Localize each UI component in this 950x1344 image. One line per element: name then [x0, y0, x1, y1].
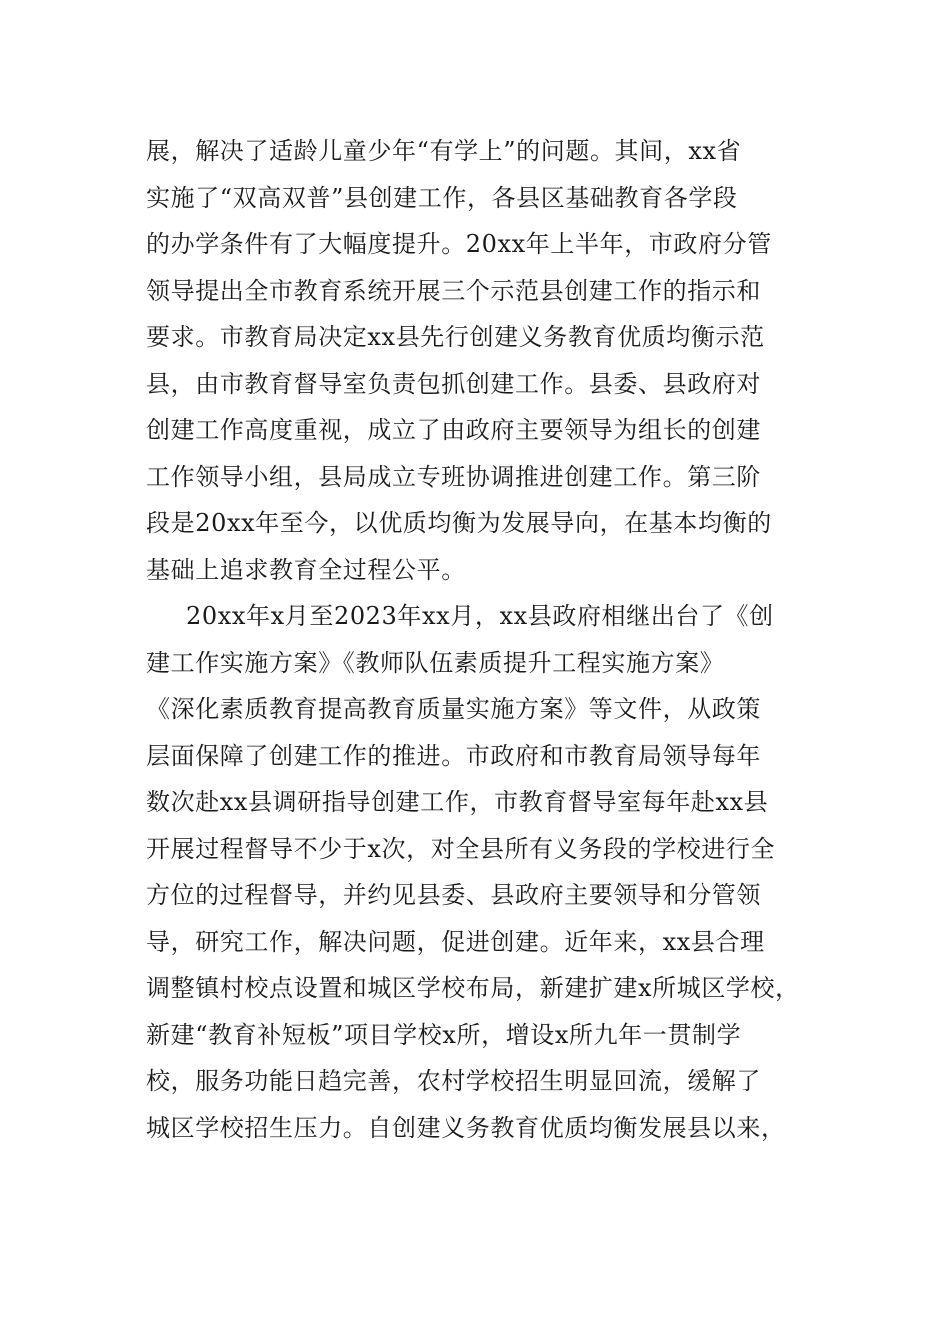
- text-line: 导，研究工作，解决问题，促进创建。近年来，xx县合理: [146, 927, 765, 956]
- text-line: 调整镇村校点设置和城区学校布局，新建扩建x所城区学校，: [146, 974, 800, 1002]
- text-line: 开展过程督导不少于x次，对全县所有义务段的学校进行全: [146, 834, 776, 863]
- text-line: 《深化素质教育提高教育质量实施方案》等文件，从政策: [146, 695, 761, 723]
- text-line: 创建工作高度重视，成立了由政府主要领导为组长的创建: [146, 416, 761, 444]
- text-line: 段是20xx年至今，以优质均衡为发展导向，在基本均衡的: [146, 509, 772, 537]
- text-line: 县，由市教育督导室负责包抓创建工作。县委、县政府对: [146, 369, 761, 398]
- text-line: 数次赴xx县调研指导创建工作，市教育督导室每年赴xx县: [146, 788, 769, 816]
- text-line: 建工作实施方案》《教师队伍素质提升工程实施方案》: [146, 648, 725, 677]
- text-line: 校，服务功能日趋完善，农村学校招生明显回流，缓解了: [146, 1067, 761, 1095]
- text-line: 领导提出全市教育系统开展三个示范县创建工作的指示和: [146, 276, 761, 305]
- text-line: 要求。市教育局决定xx县先行创建义务教育优质均衡示范: [146, 323, 765, 351]
- text-line: 展，解决了适龄儿童少年“有学上”的问题。其间，xx省: [146, 137, 742, 165]
- text-line: 实施了“双高双普”县创建工作，各县区基础教育各学段: [146, 183, 738, 212]
- text-line: 层面保障了创建工作的推进。市政府和市教育局领导每年: [146, 741, 761, 770]
- text-line: 新建“教育补短板”项目学校x所，增设x所九年一贯制学: [146, 1020, 742, 1049]
- body-text: [146, 128, 826, 1151]
- text-line: 基础上追求教育全过程公平。: [146, 555, 466, 584]
- text-line: 城区学校招生压力。自创建义务教育优质均衡发展县以来，: [146, 1113, 786, 1142]
- text-line: 工作领导小组，县局成立专班协调推进创建工作。第三阶: [146, 462, 761, 491]
- text-line: 的办学条件有了大幅度提升。20xx年上半年，市政府分管: [146, 230, 772, 258]
- paragraph-start-line: 20xx年x月至2023年xx月，xx县政府相继出台了《创: [186, 602, 774, 630]
- text-line: 方位的过程督导，并约见县委、县政府主要领导和分管领: [146, 881, 761, 909]
